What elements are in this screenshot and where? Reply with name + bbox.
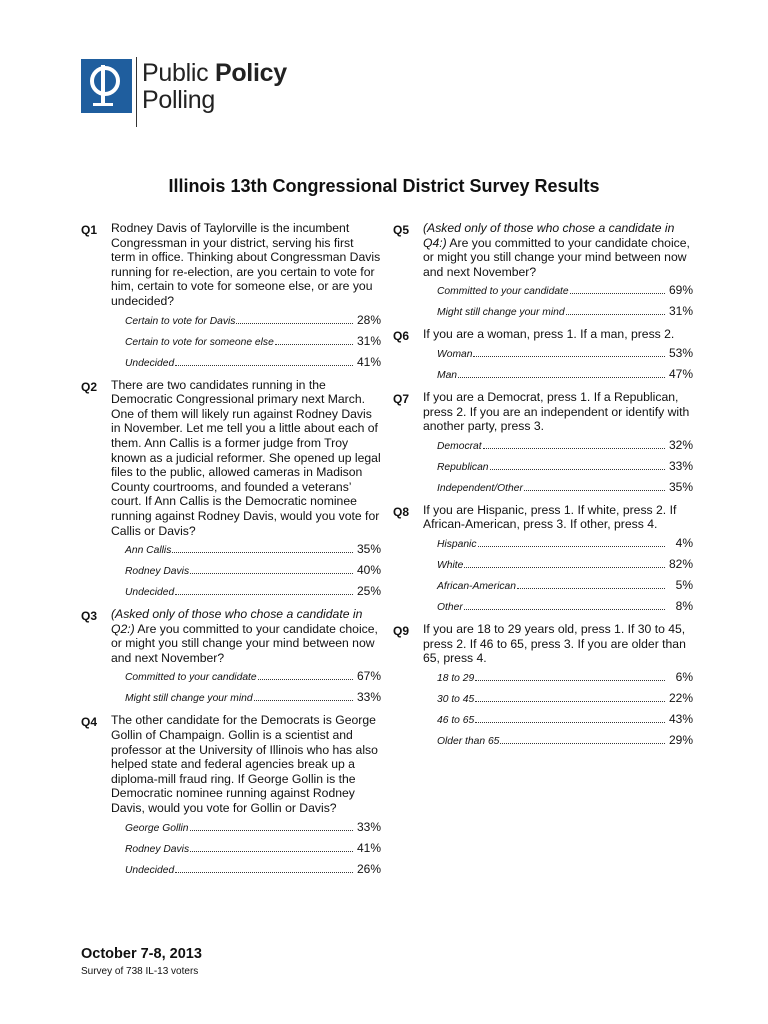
answer-row — [437, 367, 693, 388]
answer-label: 46 to 65 — [437, 714, 475, 726]
answer-percent: 6% — [675, 669, 693, 684]
answer-row — [437, 712, 693, 733]
question-body: There are two candidates running in the Democratic Congressional primary next March. One of them will likely run against Rodney Davis in November. Let me tell you a little about each of them. Ann Callis is a former judge from Troy known as a judicial reformer. She opened up legal files to the public, allowed cameras in Madison County courtrooms, and founded a veterans’ court. If Ann Callis is the Democratic nominee running against Rodney Davis, would you vote for Callis or Davis? — [111, 377, 381, 538]
dot-leader — [483, 448, 665, 449]
answer-percent: 43% — [668, 711, 693, 726]
answer-row — [125, 313, 381, 334]
answer-percent: 40% — [356, 563, 381, 578]
answer-percent: 4% — [675, 535, 693, 550]
question-q8 — [393, 503, 693, 620]
dot-leader — [478, 546, 666, 547]
logo-word-polling: Polling — [142, 86, 215, 114]
answer-percent: 33% — [668, 458, 693, 473]
answer-row — [125, 355, 381, 376]
answer-label: White — [437, 559, 464, 571]
dot-leader — [475, 722, 665, 723]
dot-leader — [524, 490, 665, 491]
answer-row — [437, 459, 693, 480]
answer-label: Certain to vote for Davis — [125, 315, 236, 327]
question-text — [423, 221, 693, 279]
question-body: If you are a woman, press 1. If a man, press 2. — [423, 327, 675, 342]
answer-label: Undecided — [125, 587, 175, 599]
answer-row — [125, 334, 381, 355]
answer-row — [125, 563, 381, 584]
answer-label: Undecided — [125, 864, 175, 876]
question-number: Q4 — [81, 715, 98, 730]
answer-percent: 41% — [356, 354, 381, 369]
dot-leader — [517, 588, 665, 589]
question-body: Rodney Davis of Taylorville is the incumbent Congressman in your district, serving his first term in office. Thinking about Congressman Davis running for re-election, are you certain to vote for him, certain to vote for someone else, or are you undecided? — [111, 221, 381, 308]
question-q4 — [81, 713, 381, 882]
dot-leader — [570, 293, 665, 294]
question-number: Q7 — [393, 391, 410, 406]
dot-leader — [464, 567, 665, 568]
answer-label: Rodney Davis — [125, 566, 190, 578]
dot-leader — [458, 377, 665, 378]
logo-divider — [136, 57, 137, 127]
answer-percent: 26% — [356, 861, 381, 876]
question-body: If you are 18 to 29 years old, press 1. If 30 to 45, press 2. If 46 to 65, press 3. If you are older than 65, press 4. — [423, 621, 686, 666]
answer-label: Hispanic — [437, 538, 477, 550]
answer-percent: 8% — [675, 598, 693, 613]
answer-row — [125, 841, 381, 862]
answer-row — [125, 669, 381, 690]
question-body: The other candidate for the Democrats is George Gollin of Champaign. Gollin is a scientist and professor at the University of Illinois who has also helped state and federal agencies break up a diploma-mill fraud ring. If George Gollin is the Democratic nominee running against Rodney Davis, would you vote for Gollin or Davis? — [111, 713, 378, 816]
answer-label: Woman — [437, 348, 473, 360]
question-q7 — [393, 390, 693, 501]
question-text — [111, 378, 381, 539]
answer-label: Ann Callis — [125, 545, 172, 557]
answer-list — [437, 670, 693, 754]
dot-leader — [190, 851, 353, 852]
dot-leader — [490, 469, 665, 470]
answer-percent: 29% — [668, 732, 693, 747]
question-q2 — [81, 378, 381, 606]
dot-leader — [475, 701, 665, 702]
answer-percent: 31% — [668, 304, 693, 319]
answer-percent: 5% — [675, 577, 693, 592]
survey-subtitle: Survey of 738 IL-13 voters — [81, 966, 199, 977]
answer-row — [437, 536, 693, 557]
answer-label: Committed to your candidate — [437, 286, 569, 298]
page-title: Illinois 13th Congressional District Survey Results — [168, 176, 600, 196]
question-text — [423, 327, 693, 342]
dot-leader — [236, 323, 353, 324]
question-text — [423, 503, 693, 532]
answer-label: Older than 65 — [437, 735, 500, 747]
answer-percent: 33% — [356, 690, 381, 705]
answer-percent: 28% — [356, 312, 381, 327]
answer-list — [125, 820, 381, 883]
answer-row — [437, 304, 693, 325]
question-body: Are you committed to your candidate choice, or might you still change your mind between now and next November? — [423, 235, 690, 279]
question-text — [111, 713, 381, 815]
answer-row — [437, 557, 693, 578]
question-prefix: (Asked only of those who chose a candidate in Q2:) — [111, 607, 363, 636]
answer-label: Committed to your candidate — [125, 672, 257, 684]
question-q1 — [81, 221, 381, 376]
question-number: Q3 — [81, 609, 98, 624]
question-text — [111, 607, 381, 665]
answer-percent: 82% — [668, 556, 693, 571]
answer-label: 18 to 29 — [437, 672, 475, 684]
answer-list — [125, 542, 381, 605]
right-column — [393, 221, 693, 756]
answer-row — [437, 670, 693, 691]
dot-leader — [175, 594, 353, 595]
question-body: If you are Hispanic, press 1. If white, press 2. If African-American, press 3. If other, press 4. — [423, 502, 677, 532]
dot-leader — [254, 700, 353, 701]
question-body: If you are a Democrat, press 1. If a Republican, press 2. If you are an independent or identify with another party, press 3. — [423, 389, 690, 434]
answer-row — [125, 862, 381, 883]
answer-label: Certain to vote for someone else — [125, 336, 274, 348]
answer-percent: 67% — [356, 669, 381, 684]
answer-row — [125, 584, 381, 605]
answer-percent: 35% — [668, 479, 693, 494]
answer-label: 30 to 45 — [437, 693, 475, 705]
answer-percent: 25% — [356, 584, 381, 599]
dot-leader — [473, 356, 665, 357]
question-q9 — [393, 622, 693, 754]
question-q5 — [393, 221, 693, 325]
answer-label: Independent/Other — [437, 482, 523, 494]
logo-wordmark — [142, 60, 287, 114]
question-text — [423, 622, 693, 666]
left-column — [81, 221, 381, 885]
answer-percent: 53% — [668, 345, 693, 360]
dot-leader — [190, 830, 353, 831]
answer-row — [437, 599, 693, 620]
logo-word-policy: Policy — [214, 59, 287, 87]
answer-list — [437, 283, 693, 325]
answer-label: Man — [437, 369, 458, 381]
dot-leader — [172, 552, 353, 553]
question-number: Q8 — [393, 504, 410, 519]
answer-percent: 69% — [668, 283, 693, 298]
dot-leader — [464, 609, 665, 610]
answer-row — [437, 578, 693, 599]
answer-label: Rodney Davis — [125, 843, 190, 855]
answer-list — [437, 536, 693, 620]
dot-leader — [566, 314, 665, 315]
answer-list — [437, 346, 693, 388]
answer-list — [437, 438, 693, 501]
dot-leader — [175, 872, 353, 873]
dot-leader — [175, 365, 353, 366]
question-number: Q5 — [393, 223, 410, 237]
dot-leader — [500, 743, 665, 744]
ppp-logo-mark-icon — [81, 59, 132, 113]
answer-label: Other — [437, 601, 463, 613]
answer-row — [125, 542, 381, 563]
answer-row — [437, 346, 693, 367]
answer-label: Democrat — [437, 440, 482, 452]
question-q3 — [81, 607, 381, 711]
answer-label: African-American — [437, 580, 516, 592]
answer-label: Undecided — [125, 357, 175, 369]
question-number: Q9 — [393, 623, 410, 638]
survey-date: October 7-8, 2013 — [81, 946, 202, 962]
answer-percent: 35% — [356, 542, 381, 557]
question-prefix: (Asked only of those who chose a candidate in Q4:) — [423, 221, 675, 250]
dot-leader — [190, 573, 353, 574]
dot-leader — [275, 344, 353, 345]
answer-row — [437, 733, 693, 754]
question-number: Q1 — [81, 223, 98, 237]
answer-label: George Gollin — [125, 822, 189, 834]
dot-leader — [258, 679, 353, 680]
answer-list — [125, 669, 381, 711]
answer-row — [437, 438, 693, 459]
answer-percent: 41% — [356, 840, 381, 855]
dot-leader — [475, 680, 665, 681]
logo-word-public: Public — [142, 59, 209, 87]
answer-list — [125, 313, 381, 376]
question-text — [111, 221, 381, 309]
answer-label: Republican — [437, 461, 489, 473]
answer-percent: 22% — [668, 690, 693, 705]
answer-row — [437, 283, 693, 304]
answer-row — [125, 820, 381, 841]
question-q6 — [393, 327, 693, 388]
answer-percent: 47% — [668, 366, 693, 381]
question-body: Are you committed to your candidate choice, or might you still change your mind between now and next November? — [111, 621, 378, 665]
question-number: Q6 — [393, 329, 410, 344]
answer-percent: 33% — [356, 819, 381, 834]
answer-row — [125, 690, 381, 711]
answer-percent: 31% — [356, 333, 381, 348]
answer-row — [437, 480, 693, 501]
answer-percent: 32% — [668, 437, 693, 452]
answer-row — [437, 691, 693, 712]
answer-label: Might still change your mind — [437, 307, 565, 319]
question-text — [423, 390, 693, 434]
answer-label: Might still change your mind — [125, 693, 253, 705]
question-number: Q2 — [81, 379, 98, 394]
